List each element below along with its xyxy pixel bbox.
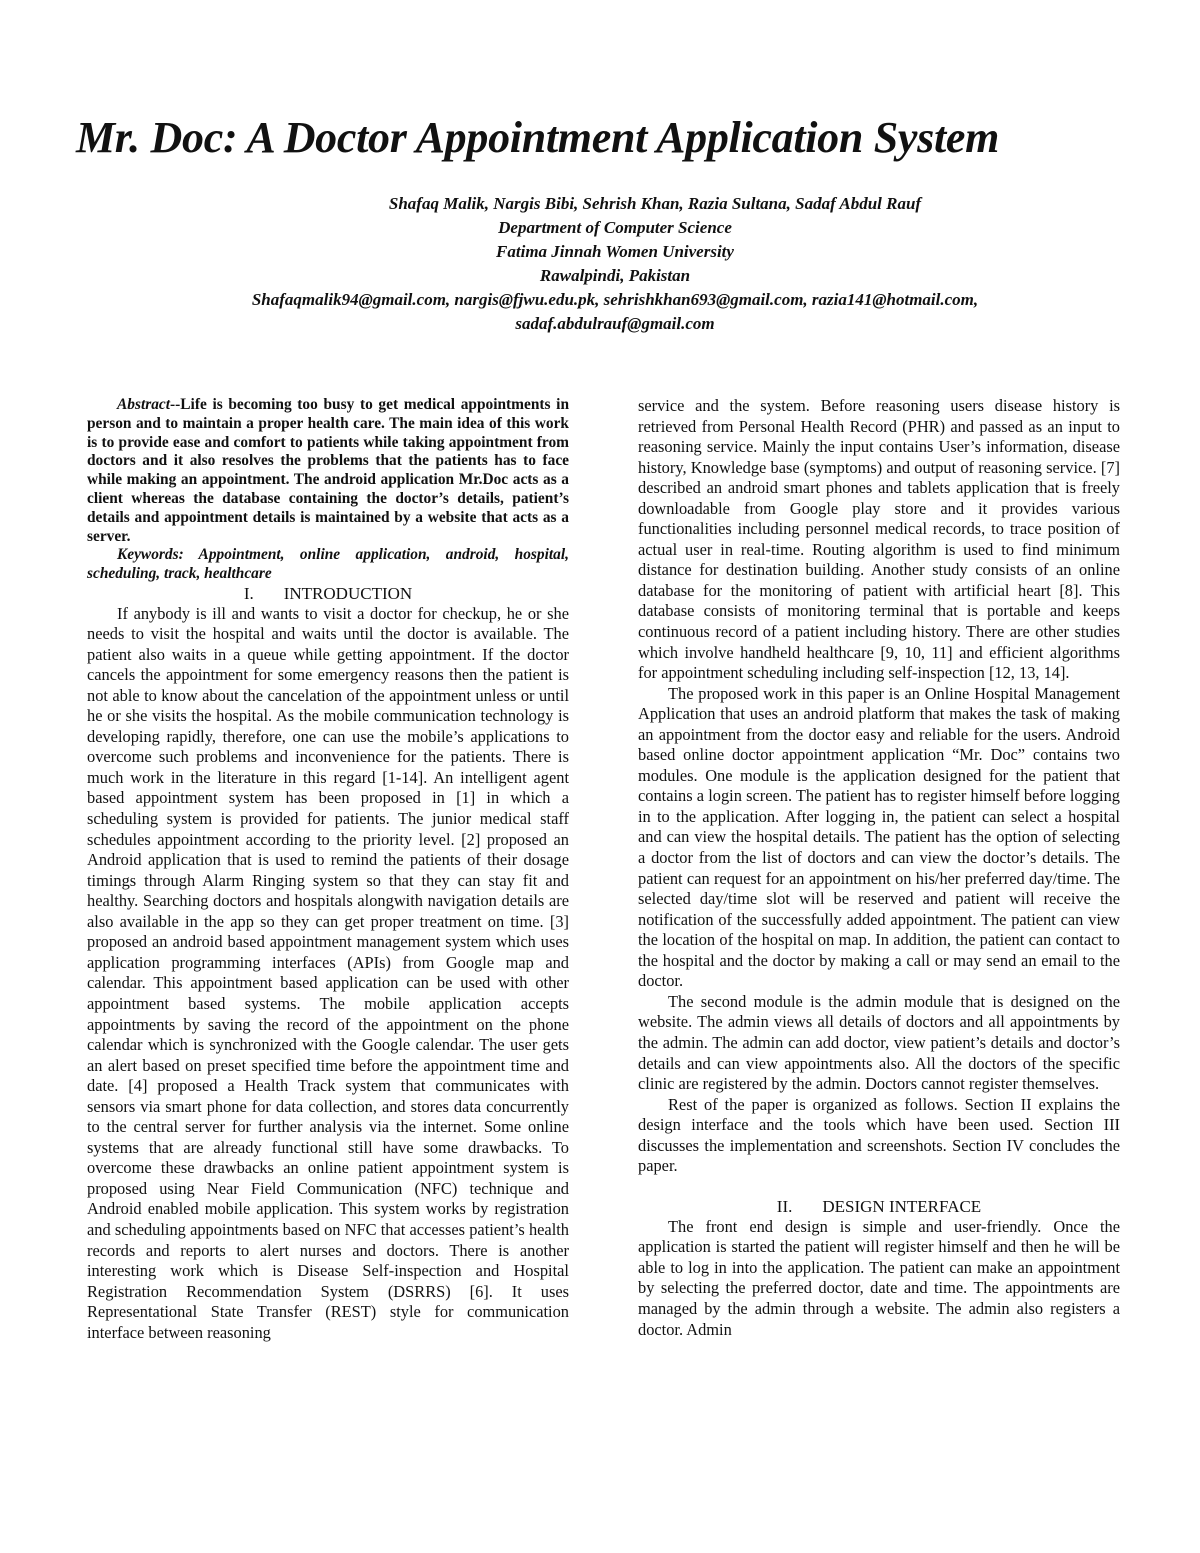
- abstract-text: --Life is becoming too busy to get medical appointments in person and to maintain a proper health care. The main idea of this work is to provide ease and comfort to patients while taking appointment from doctors and it also resolves the problems that the patients has to face while making an appointment. The android application Mr.Doc acts as a client whereas the database containing the doctor’s details, patient’s details and appointment details is maintained by a website that acts as a server.: [87, 396, 569, 545]
- abstract: [87, 396, 569, 546]
- introduction-paragraph-continued: service and the system. Before reasoning users disease history is retrieved from Personal Health Record (PHR) and passed as an input to reasoning service. Mainly the input contains User’s information, disease history, Knowledge base (symptoms) and output of reasoning service. [7] described an android smart phones and tablets application that is freely downloadable from Google play store and it provides various functionalities including personnel medical records, to trace position of actual user in real-time. Routing algorithm is used to find minimum distance for destination building. Another study consists of an online database for the monitoring of patient with artificial heart [8]. This database consists of monitoring terminal that is portable and keeps continuous record of a patient including history. There are other studies which involve handheld healthcare [9, 10, 11] and efficient algorithms for appointment scheduling including self-inspection [12, 13, 14].: [638, 396, 1120, 683]
- proposed-work-paragraph: The proposed work in this paper is an Online Hospital Management Application that uses an android platform that makes the task of making an appointment from the doctor easy and reliable for the users. Android based online doctor appointment application “Mr. Doc” contains two modules. One module is the application designed for the patient that contains a login screen. The patient has to register himself before logging in to the application. After logging in, the patient can select a hospital and can view the hospital details. The patient has the option of selecting a doctor from the list of doctors and can view the doctor’s details. The patient can request for an appointment on his/her preferred day/time. The selected day/time slot will be reserved and patient will receive the notification of the successfully added appointment. The patient can view the location of the hospital on map. In addition, the patient can contact to the hospital and the doctor by making a call or may send an email to the doctor.: [638, 683, 1120, 991]
- organization-paragraph: Rest of the paper is organized as follows. Section II explains the design interface and the tools which have been used. Section III discusses the implementation and screenshots. Section IV concludes the paper.: [638, 1094, 1120, 1176]
- author-emails-continued: sadaf.abdulrauf@gmail.com: [515, 314, 715, 333]
- keywords-label: Keywords: [117, 546, 179, 564]
- paper-title: Mr. Doc: A Doctor Appointment Application System: [75, 113, 1000, 162]
- author-department: Department of Computer Science: [498, 218, 732, 237]
- section-title: DESIGN INTERFACE: [822, 1196, 982, 1216]
- admin-module-paragraph: The second module is the admin module that is designed on the website. The admin views all details of doctors and all appointments by the admin. The admin can add doctor, view patient’s details and doctor’s details and can view appointments also. All the doctors of the specific clinic are registered by the admin. Doctors cannot register themselves.: [638, 991, 1120, 1094]
- section-heading-introduction: [87, 584, 569, 604]
- author-location: Rawalpindi, Pakistan: [539, 266, 691, 285]
- author-names: Shafaq Malik, Nargis Bibi, Sehrish Khan, Razia Sultana, Sadaf Abdul Rauf: [388, 194, 922, 213]
- right-column: [638, 396, 1120, 1340]
- section-number: I.: [243, 583, 254, 603]
- author-emails: Shafaqmalik94@gmail.com, nargis@fjwu.edu.pk, sehrishkhan693@gmail.com, razia141@hotmail.com,: [251, 290, 979, 309]
- abstract-label: Abstract: [117, 396, 171, 413]
- section-gap: [638, 1177, 1120, 1197]
- keywords-text: : Appointment, online application, android, hospital, scheduling, track, healthcare: [87, 546, 569, 582]
- keywords: [87, 546, 569, 583]
- section-number: II.: [776, 1196, 793, 1216]
- left-column: [87, 396, 569, 1343]
- design-interface-paragraph: The front end design is simple and user-friendly. Once the application is started the patient will register himself and then he will be able to log in into the application. The patient can make an appointment by selecting the preferred doctor, date and time. The appointments are managed by the admin through a website. The admin also registers a doctor. Admin: [638, 1216, 1120, 1339]
- section-title: INTRODUCTION: [283, 583, 413, 603]
- author-block: [150, 192, 1080, 336]
- author-university: Fatima Jinnah Women University: [496, 242, 734, 261]
- section-heading-design-interface: [638, 1197, 1120, 1217]
- introduction-paragraph: If anybody is ill and wants to visit a doctor for checkup, he or she needs to visit the hospital and waits until the doctor is available. The patient also waits in a queue while getting appointment. If the doctor cancels the appointment for some emergency reasons then the patient is not able to know about the cancelation of the appointment unless or until he or she visits the hospital. As the mobile communication technology is developing rapidly, therefore, one can use the mobile’s applications to overcome such problems and inconvenience for the patients. There is much work in the literature in this regard [1-14]. An intelligent agent based appointment system has been proposed in [1] in which a scheduling system is provided for patients. The junior medical staff schedules appointment according to the priority level. [2] proposed an Android application that is used to remind the patients of their dosage timings through Alarm Ringing system so that they can stay fit and healthy. Searching doctors and hospitals alongwith navigation details are also available in the app so they can get proper treatment on time. [3] proposed an android based appointment management system which uses application programming interfaces (APIs) from Google map and calendar. This appointment based application can be used with other appointment based systems. The mobile application accepts appointments by saving the record of the appointment on the phone calendar which is synchronized with the Google calendar. The user gets an alert based on preset specified time before the appointment time and date. [4] proposed a Health Track system that communicates with sensors via smart phone for data collection, and stores data concurrently to the central server for further analysis via the internet. Some online systems that are already functional still have some drawbacks. To overcome these drawbacks an online patient appointment system is proposed using Near Field Communication (NFC) technique and Android enabled mobile application. This system works by registration and scheduling appointments based on NFC that accesses patient’s health records and reports to alert nurses and doctors. There is another interesting work which is Disease Self-inspection and Hospital Registration Recommendation System (DSRRS) [6]. It uses Representational State Transfer (REST) style for communication interface between reasoning: [87, 603, 569, 1342]
